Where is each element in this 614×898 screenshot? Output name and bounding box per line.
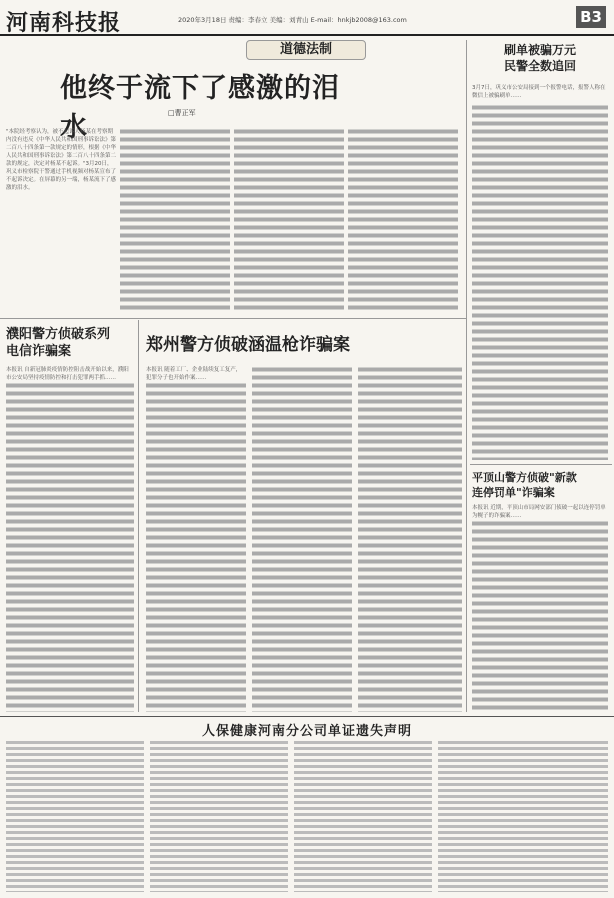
- notice-column-3: [294, 740, 432, 892]
- notice-title: 人保健康河南分公司单证遗失声明: [201, 724, 412, 739]
- main-column-4: [348, 128, 458, 312]
- story3-column-3: [358, 366, 462, 712]
- sidebar1-body: 3月7日，巩义市公安局接到一个报警电话，报警人称在微信上被骗刷单……: [472, 85, 606, 99]
- story3-headline: 郑州警方侦破涵温枪诈骗案: [146, 335, 350, 355]
- section-title: 道德法制: [246, 40, 366, 60]
- issue-meta: 2020年3月18日 责编：李春立 美编：刘青山 E-mail：hnkjb2008@163.com: [178, 16, 407, 24]
- column-divider-2: [138, 320, 139, 712]
- section-rule: [0, 318, 466, 319]
- sidebar2-continuation: [472, 520, 608, 712]
- page-number: B3: [576, 6, 606, 28]
- story3-column-2: [252, 366, 352, 712]
- main-headline: 他终于流下了感激的泪水: [60, 73, 340, 143]
- sidebar2-body: 本报讯 近期，平顶山市局网安部门侦破一起以连停罚单为幌子的诈骗案……: [472, 505, 606, 519]
- column-divider: [466, 40, 467, 712]
- sidebar1-title: 刷单被骗万元 民警全数追回: [503, 43, 576, 73]
- story2-body: 本报讯 自新冠肺炎疫情防控阻击战开始以来，濮阳市公安局坚持疫情防控和打击犯罪两手抓……: [6, 367, 129, 381]
- main-column-2: [120, 128, 230, 312]
- notice-rule: [0, 716, 614, 717]
- sidebar-rule: [470, 464, 612, 465]
- notice-column-1: [6, 740, 144, 892]
- sidebar2-title: 平顶山警方侦破"新款 连停罚单"诈骗案: [472, 471, 577, 499]
- main-byline: □曹正军: [168, 109, 196, 117]
- story2-continuation: [6, 382, 134, 712]
- story3-body: 本报讯 随着工厂、企业陆续复工复产，犯罪分子也开始作案……: [146, 367, 242, 381]
- notice-column-2: [150, 740, 288, 892]
- story2-headline: 濮阳警方侦破系列 电信诈骗案: [6, 327, 111, 359]
- newspaper-logo: 河南科技报: [6, 10, 122, 36]
- sidebar1-continuation: [472, 104, 608, 460]
- main-column-3: [234, 128, 344, 312]
- notice-column-4: [438, 740, 608, 892]
- main-lead-text: "本院经考察认为，被不起诉人杨某在考察期内没有违反《中华人民共和国刑事诉讼法》第二百八十四条第一款规定的情形，根据《中华人民共和国刑事诉讼法》第二百八十四条第二款的规定，决定对杨某不起诉。"3月20日，巩义市检察院干警通过手机视频对杨某宣布了不起诉决定。在屏幕的另一端，杨某流下了感激的泪水。: [6, 129, 116, 191]
- story3-column-1: [146, 382, 246, 712]
